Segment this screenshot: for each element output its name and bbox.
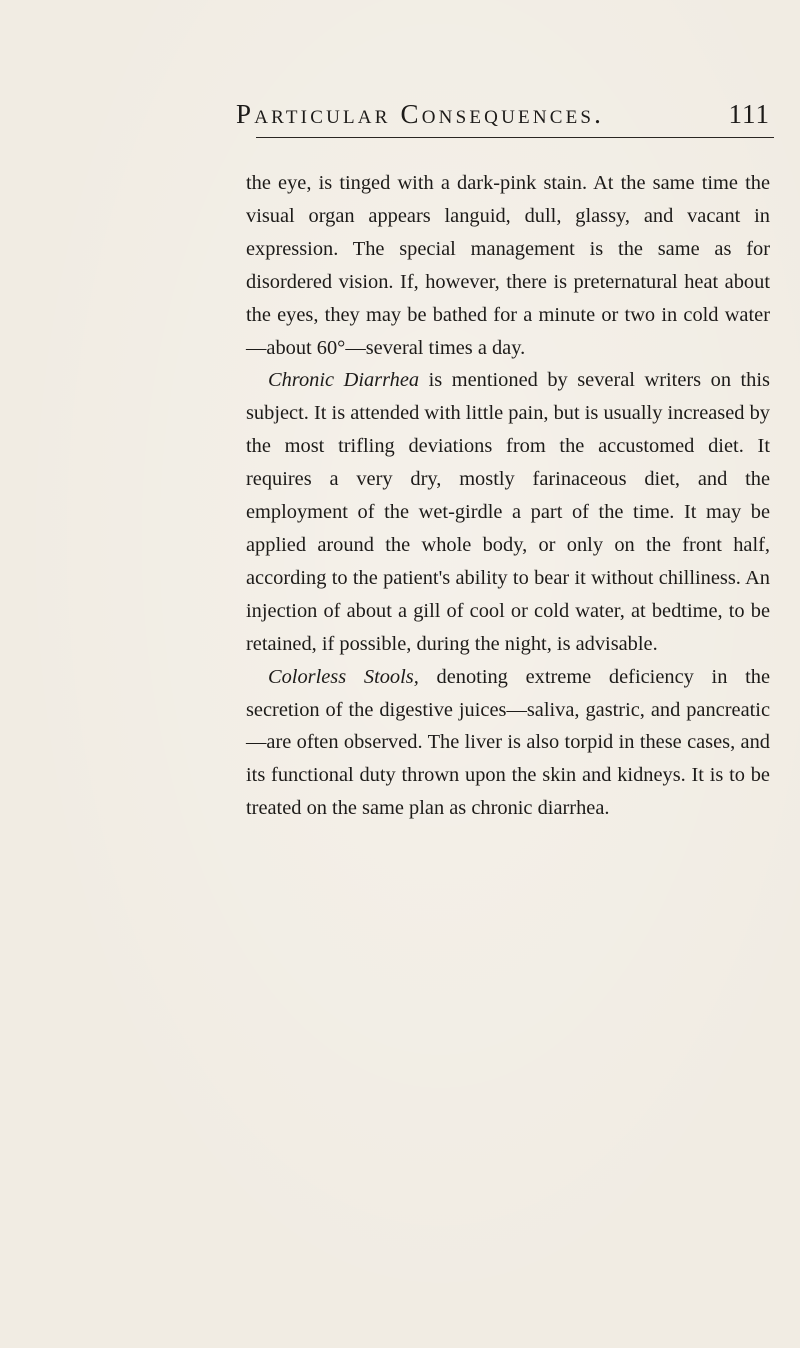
running-head-title: Particular Consequences.: [236, 99, 605, 129]
paragraph-1: [246, 167, 770, 364]
paragraph-2-heading: Chronic Diarrhea: [268, 369, 420, 392]
paragraph-3: [246, 661, 770, 826]
running-head: [236, 94, 770, 134]
paragraph-2: [246, 364, 770, 660]
page-number: 111: [728, 99, 770, 129]
paragraph-1-text: the eye, is tinged with a dark-pink stain. At the same time the visual organ appears languid, dull, glassy, and vacant in expression. The special management is the same as for disordered vision. If, however, there is preternatural heat about the eyes, they may be bathed for a minute or two in cold water—about 60°—several times a day.: [246, 172, 770, 359]
body-text: [246, 167, 770, 825]
paragraph-3-heading: Colorless Stools,: [268, 665, 419, 688]
header-rule: [256, 137, 774, 138]
paragraph-2-text: is mentioned by several writers on this subject. It is attended with little pain, but is usually increased by the most trifling deviations from the accustomed diet. It requires a very dry, mostly farinaceous diet, and the employment of the wet-girdle a part of the time. It may be applied around the whole body, or only on the front half, according to the patient's ability to bear it without chilliness. An injection of about a gill of cool or cold water, at bedtime, to be retained, if possible, during the night, is advisable.: [246, 369, 770, 655]
paragraph-3-text: denoting extreme deficiency in the secretion of the digestive juices—saliva, gastric, and pancreatic—are often observed. The liver is also torpid in these cases, and its functional duty thrown upon the skin and kidneys. It is to be treated on the same plan as chronic diarrhea.: [246, 665, 770, 820]
